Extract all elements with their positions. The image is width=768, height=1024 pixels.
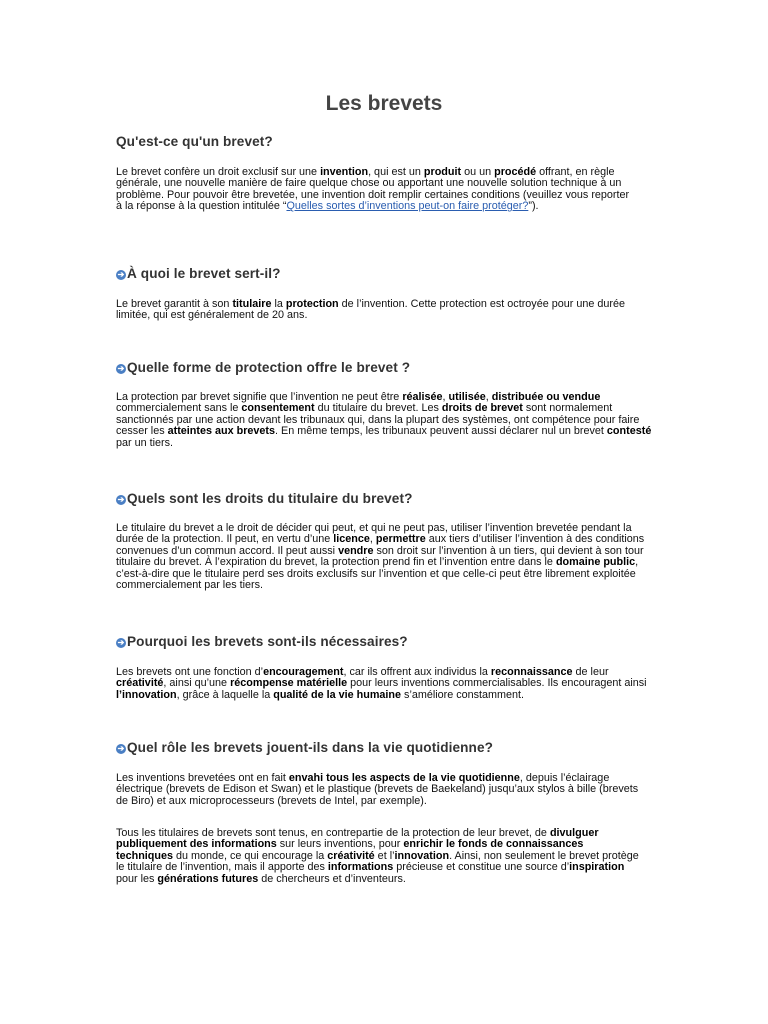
- text-run: ,: [442, 391, 449, 403]
- paragraph-protection: [116, 392, 656, 449]
- bold-term: réalisée: [402, 391, 443, 403]
- text-run: , car ils offrent aux individus la: [343, 666, 491, 678]
- arrow-bullet-icon: ➔: [117, 364, 125, 373]
- text-run: commercialement sans le: [116, 402, 242, 415]
- text-run: Les inventions brevetées ont en fait: [116, 772, 289, 784]
- bold-term: vendre: [338, 544, 374, 557]
- paragraph-utilite: [116, 299, 636, 322]
- bold-term: innovation: [394, 849, 450, 862]
- bold-term: récompense matérielle: [230, 677, 348, 690]
- text-run: de chercheurs et d’inventeurs.: [258, 872, 406, 885]
- bold-term: domaine public: [555, 556, 636, 569]
- text-run: Les brevets ont une fonction d’: [116, 666, 264, 678]
- arrow-bullet-icon: ➔: [117, 638, 125, 647]
- bold-term: inspiration: [569, 861, 625, 874]
- text-run: , c’est-à-dire que le titulaire perd ses droits exclusifs sur l’invention et que celle-ci peut être librement exploitée commercialement par les tiers.: [116, 556, 639, 592]
- bold-term: divulguer publiquement des informations: [116, 827, 599, 851]
- bold-term: enrichir le fonds de connaissances techniques: [116, 838, 584, 862]
- bold-term: distribuée ou vendue: [491, 391, 601, 403]
- text-run: ”).: [528, 200, 539, 213]
- text-run: ,: [369, 533, 376, 546]
- text-run: Tous les titulaires de brevets sont tenus, en contrepartie de la protection de leur brevet, de: [116, 827, 550, 839]
- text-run: son droit sur l’invention à un tiers, qui devient à son tour titulaire du brevet. À l’expiration du brevet, la protection prend fin et l’invention entre dans le: [116, 544, 644, 569]
- heading-a-quoi-sert-brevet: [116, 266, 281, 281]
- bold-term: protection: [285, 298, 339, 310]
- bold-term: droits de brevet: [441, 402, 523, 415]
- bold-term: envahi tous les aspects de la vie quotidienne: [288, 772, 520, 784]
- text-run: du titulaire du brevet. Les: [314, 402, 442, 415]
- text-run: du monde, ce qui encourage la: [173, 849, 328, 862]
- paragraph-definition: [116, 167, 636, 213]
- bold-term: générations futures: [157, 872, 259, 885]
- text-run: la: [271, 298, 286, 310]
- bold-term: qualité de la vie humaine: [273, 688, 402, 701]
- text-run: de l’invention. Cette protection est octroyée pour une durée limitée, qui est généralement de 20 ans.: [116, 298, 625, 322]
- arrow-bullet-icon: ➔: [117, 495, 125, 504]
- paragraph-droits: [116, 523, 656, 591]
- arrow-bullet-icon: ➔: [117, 744, 125, 753]
- heading-forme-protection: [116, 360, 410, 375]
- bold-term: licence: [333, 533, 370, 546]
- text-run: La protection par brevet signifie que l’invention ne peut être: [116, 391, 403, 403]
- text-run: Le brevet confère un droit exclusif sur une: [116, 166, 321, 178]
- bold-term: permettre: [375, 533, 426, 546]
- text-run: , qui est un: [368, 166, 424, 178]
- text-run: sur leurs inventions, pour: [276, 838, 404, 851]
- heading-role-vie-quotidienne: [116, 740, 493, 755]
- text-run: , grâce à laquelle la: [176, 688, 274, 701]
- bold-term: utilisée: [448, 391, 486, 403]
- text-run: sont normalement sanctionnés par une action devant les tribunaux qui, dans la plupart des systèmes, ont compétence pour faire cesser les: [116, 402, 640, 438]
- paragraph-necessaires: [116, 667, 654, 701]
- bold-term: encouragement: [263, 666, 344, 678]
- text-run: offrant, en règle générale, une nouvelle manière de faire quelque chose ou apportant une nouvelle solution technique à un problème. Pour pouvoir être brevetée, une invention doit remplir certaines conditions (veuillez vous reporter à la réponse à la question intitulée “: [116, 166, 630, 213]
- bold-term: contesté: [606, 425, 652, 438]
- paragraph-vie-quotidienne: [116, 773, 646, 807]
- bold-term: procédé: [494, 166, 537, 178]
- heading-pourquoi-necessaires: [116, 634, 408, 649]
- heading-text: Quels sont les droits du titulaire du brevet?: [127, 491, 413, 506]
- bold-term: l’innovation: [116, 688, 177, 701]
- text-run: par un tiers.: [116, 436, 174, 449]
- text-run: s’améliore constamment.: [401, 688, 525, 701]
- heading-quest-ce-quun-brevet: Qu'est-ce qu'un brevet?: [116, 134, 273, 149]
- bold-term: produit: [423, 166, 462, 178]
- text-run: ,: [485, 391, 492, 403]
- text-run: pour leurs inventions commercialisables. Ils encouragent ainsi: [347, 677, 647, 690]
- text-run: , ainsi qu’une: [163, 677, 231, 690]
- text-run: ou un: [461, 166, 495, 178]
- bold-term: invention: [320, 166, 369, 178]
- bold-term: consentement: [241, 402, 315, 415]
- inline-link[interactable]: Quelles sortes d’inventions peut-on faire protéger?: [286, 200, 529, 213]
- text-run: Le brevet garantit à son: [116, 298, 233, 310]
- bold-term: créativité: [327, 849, 375, 862]
- paragraph-divulgation: [116, 828, 640, 885]
- page-title: Les brevets: [325, 92, 443, 115]
- bold-term: atteintes aux brevets: [167, 425, 276, 438]
- bold-term: créativité: [116, 677, 164, 690]
- bold-term: reconnaissance: [490, 666, 573, 678]
- heading-text: Quel rôle les brevets jouent-ils dans la vie quotidienne?: [127, 740, 494, 755]
- text-run: . Ainsi, non seulement le brevet protège le titulaire de l’invention, mais il apporte des: [116, 849, 639, 874]
- text-run: , depuis l’éclairage électrique (brevets de Edison et Swan) et le plastique (brevets de Baekeland) jusqu’aux stylos à bille (brevets de Biro) et aux microprocesseurs (brevets de Intel, par exemple).: [116, 772, 639, 807]
- text-run: Le titulaire du brevet a le droit de décider qui peut, et qui ne peut pas, utiliser l’invention brevetée pendant la durée de la protection. Il peut, en vertu d’une: [116, 522, 632, 546]
- arrow-bullet-icon: ➔: [117, 270, 125, 279]
- heading-text: À quoi le brevet sert-il?: [127, 266, 281, 281]
- bold-term: informations: [327, 861, 394, 874]
- text-run: de leur: [572, 666, 609, 678]
- heading-text: Quelle forme de protection offre le brevet ?: [127, 360, 411, 375]
- heading-text: Pourquoi les brevets sont-ils nécessaires?: [127, 634, 408, 649]
- text-run: précieuse et constitue une source d’: [393, 861, 570, 874]
- bold-term: titulaire: [232, 298, 272, 310]
- text-run: pour les: [116, 872, 158, 885]
- text-run: aux tiers d’utiliser l’invention à des conditions convenues d’un commun accord. Il peut aussi: [116, 533, 645, 557]
- text-run: . En même temps, les tribunaux peuvent aussi déclarer nul un brevet: [275, 425, 607, 438]
- text-run: et l’: [374, 849, 395, 862]
- heading-droits-titulaire: [116, 491, 412, 506]
